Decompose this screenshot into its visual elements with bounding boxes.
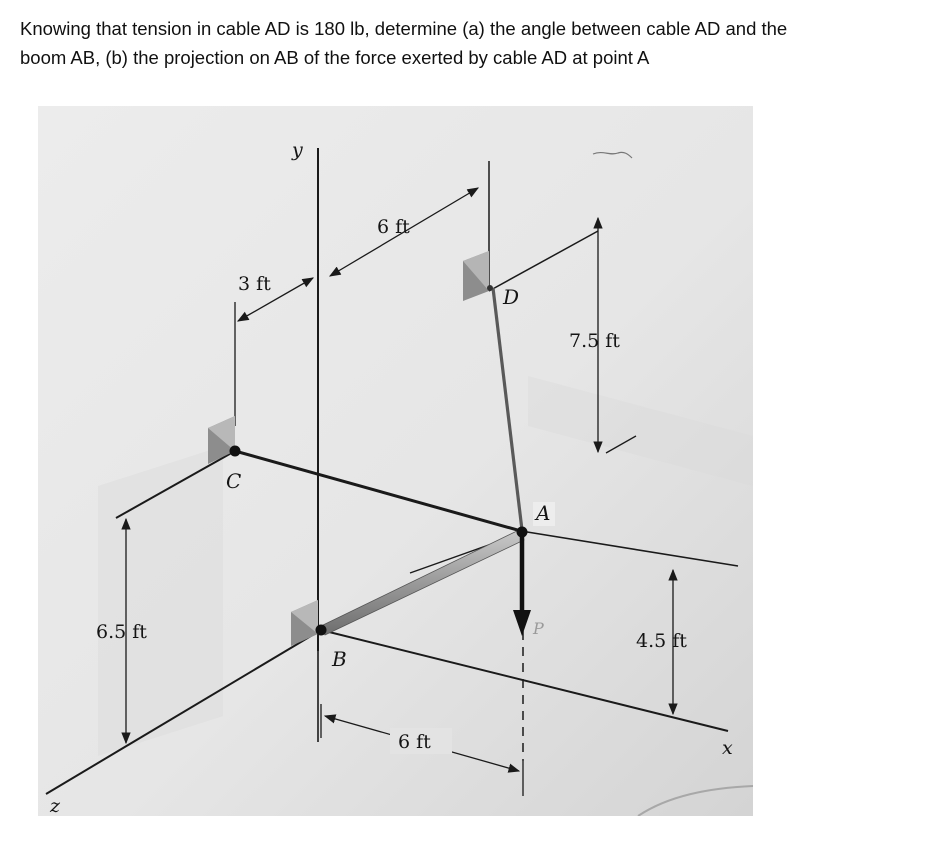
dim-7-5ft-label: 7.5 ft — [569, 330, 620, 352]
point-p-label: P — [533, 619, 544, 638]
joint-c — [230, 446, 241, 457]
axis-z-label: z — [50, 795, 61, 816]
axis-y-label: y — [292, 139, 303, 161]
joint-d — [487, 285, 493, 291]
dim-4-5ft-label: 4.5 ft — [636, 630, 687, 652]
point-b-label: B — [332, 647, 347, 671]
point-a-label: A — [536, 501, 551, 525]
problem-statement — [20, 14, 940, 72]
point-d-label: D — [503, 285, 520, 309]
point-c-label: C — [226, 469, 242, 493]
figure-canvas — [38, 106, 753, 816]
dim-6-5ft-label: 6.5 ft — [96, 621, 147, 643]
dim-6ft-bottom-label: 6 ft — [398, 731, 431, 753]
problem-text-line-1: Knowing that tension in cable AD is 180 lb, determine (a) the angle between cable AD and the — [20, 18, 788, 39]
dim-3ft-label: 3 ft — [238, 273, 271, 295]
joint-a — [517, 527, 528, 538]
problem-text-line-2: boom AB, (b) the projection on AB of the force exerted by cable AD at point A — [20, 47, 650, 68]
dim-6ft-top-label: 6 ft — [377, 216, 410, 238]
statics-figure — [38, 106, 753, 816]
axis-x-label: x — [722, 737, 733, 759]
joint-b — [316, 625, 327, 636]
